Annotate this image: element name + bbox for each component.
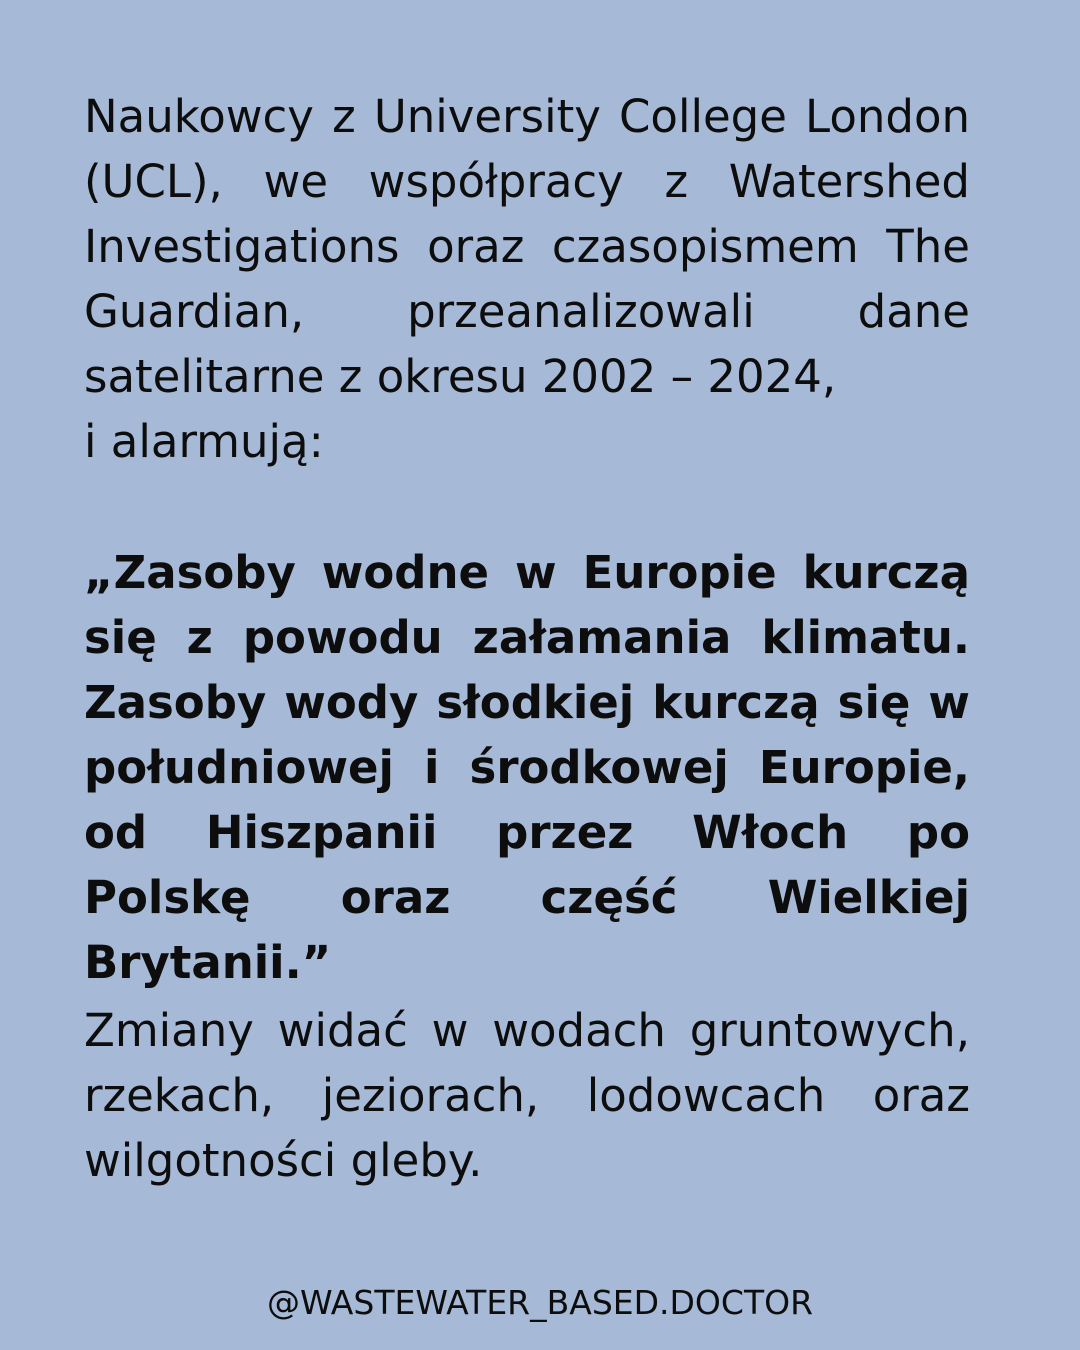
intro-paragraph [84, 84, 970, 474]
intro-text: Naukowcy z University College London (UCL), we współpracy z Watershed Investigations oraz czasopismem The Guardian, przeanalizowali dane satelitarne z okresu 2002 – 2024, [84, 90, 970, 403]
outro-paragraph: Zmiany widać w wodach gruntowych, rzekach, jeziorach, lodowcach oraz wilgotności gleby. [84, 1004, 970, 1187]
quote-paragraph: „Zasoby wodne w Europie kurczą się z powodu załamania klimatu. Zasoby wody słodkiej kurczą się w południowej i środkowej Europie, od Hiszpanii przez Włoch po Polskę oraz część Wielkiej Brytanii.” [84, 546, 970, 989]
account-handle: @WASTEWATER_BASED.DOCTOR [266, 1283, 814, 1322]
intro-tail: i alarmują: [84, 415, 324, 468]
